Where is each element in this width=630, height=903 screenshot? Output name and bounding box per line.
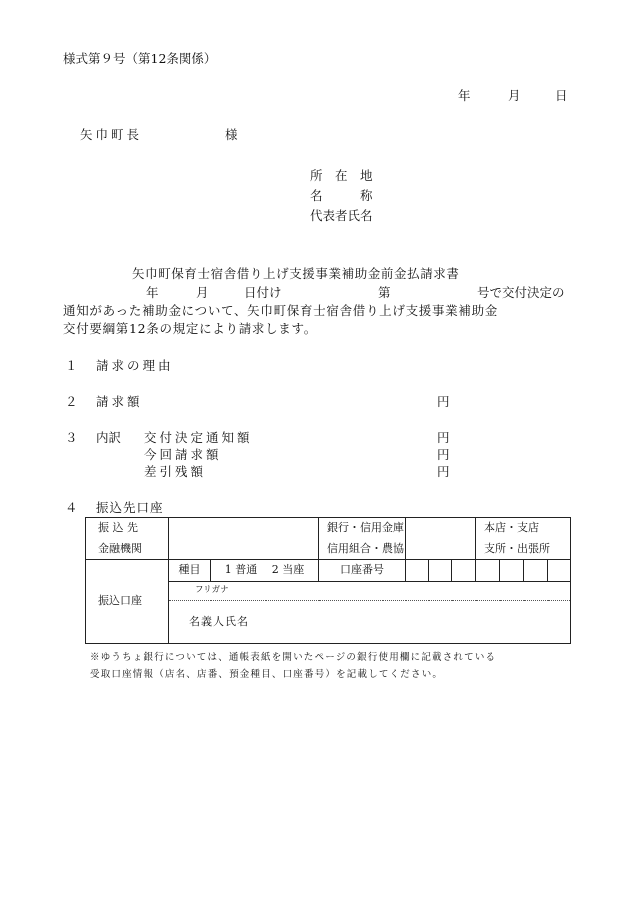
amount-unit: 円 (437, 394, 450, 409)
holder-name-field[interactable] (169, 601, 571, 644)
body-number-suffix: 号で交付決定の (477, 285, 565, 300)
type-options-cell[interactable] (211, 560, 319, 582)
applicant-representative-label: 代表者氏名 (310, 208, 373, 223)
bank-name-field[interactable] (169, 518, 319, 560)
amount-label: 請求額 (96, 394, 143, 409)
body-month-label: 月 (196, 285, 209, 300)
date-year-label: 年 (458, 88, 471, 103)
breakdown-item-unit: 円 (437, 430, 450, 445)
furigana-field[interactable] (169, 582, 571, 601)
type-options: 1 普通 2 当座 (224, 563, 305, 577)
breakdown-number: ３ (65, 430, 78, 445)
account-digit-box[interactable] (548, 560, 571, 582)
account-digit-box[interactable] (500, 560, 524, 582)
body-date-suffix: 日付け (244, 285, 282, 300)
breakdown-item-label: 差引残額 (144, 464, 207, 479)
date-day-label: 日 (555, 88, 568, 103)
bank-type-cell (319, 518, 406, 560)
type-label-cell (169, 560, 211, 582)
furigana-label: フリガナ (195, 585, 229, 596)
reason-number: １ (65, 358, 78, 373)
applicant-location-label: 所 在 地 (310, 168, 373, 183)
institution-label-line-2: 金融機関 (98, 541, 142, 555)
institution-label-line-1: 振 込 先 (98, 520, 138, 534)
account-number: ４ (65, 500, 78, 515)
breakdown-item-label: 交付決定通知額 (144, 430, 253, 445)
account-digit-box[interactable] (429, 560, 452, 582)
breakdown-item-unit: 円 (437, 464, 450, 479)
account-digit-box[interactable] (524, 560, 548, 582)
addressee-name: 矢巾町長 (80, 127, 143, 142)
note-line-2: 受取口座情報（店名、店番、預金種目、口座番号）を記載してください。 (90, 669, 444, 680)
account-label-text: 振込口座 (98, 594, 142, 608)
holder-label: 名義人氏名 (189, 614, 249, 628)
account-label-cell (86, 560, 169, 644)
note-line-1: ※ゆうちょ銀行については、通帳表紙を開いたページの銀行使用欄に記載されている (90, 652, 497, 663)
account-number-label: 口座番号 (340, 563, 385, 577)
body-line-2: 通知があった補助金について、矢巾町保育士宿舎借り上げ支援事業補助金 (63, 303, 498, 318)
body-year-label: 年 (146, 285, 159, 300)
bank-type-line-1: 銀行・信用金庫 (327, 520, 405, 534)
branch-name-field[interactable] (406, 518, 476, 560)
branch-type-line-2: 支所・出張所 (484, 541, 551, 555)
breakdown-label: 内訳 (96, 430, 122, 445)
amount-number: ２ (65, 394, 78, 409)
breakdown-item-label: 今回請求額 (144, 447, 222, 462)
account-label: 振込先口座 (96, 500, 164, 515)
account-digit-box[interactable] (406, 560, 429, 582)
body-number-prefix: 第 (378, 285, 391, 300)
type-label: 種目 (178, 563, 201, 577)
bank-type-line-2: 信用組合・農協 (327, 541, 405, 555)
applicant-name-label: 名 称 (310, 188, 373, 203)
document-title: 矢巾町保育士宿舎借り上げ支援事業補助金前金払請求書 (132, 266, 460, 281)
reason-label: 請求の理由 (96, 358, 174, 373)
bank-account-table (85, 517, 571, 644)
account-digit-box[interactable] (476, 560, 500, 582)
body-line-3: 交付要綱第12条の規定により請求します。 (63, 321, 317, 336)
account-digit-box[interactable] (452, 560, 476, 582)
breakdown-item-unit: 円 (437, 447, 450, 462)
addressee-honorific: 様 (225, 127, 238, 142)
branch-type-line-1: 本店・支店 (484, 520, 540, 534)
branch-type-cell (476, 518, 571, 560)
form-number: 様式第９号（第12条関係） (63, 51, 217, 66)
date-month-label: 月 (508, 88, 521, 103)
account-number-label-cell (319, 560, 406, 582)
institution-label-cell (86, 518, 169, 560)
